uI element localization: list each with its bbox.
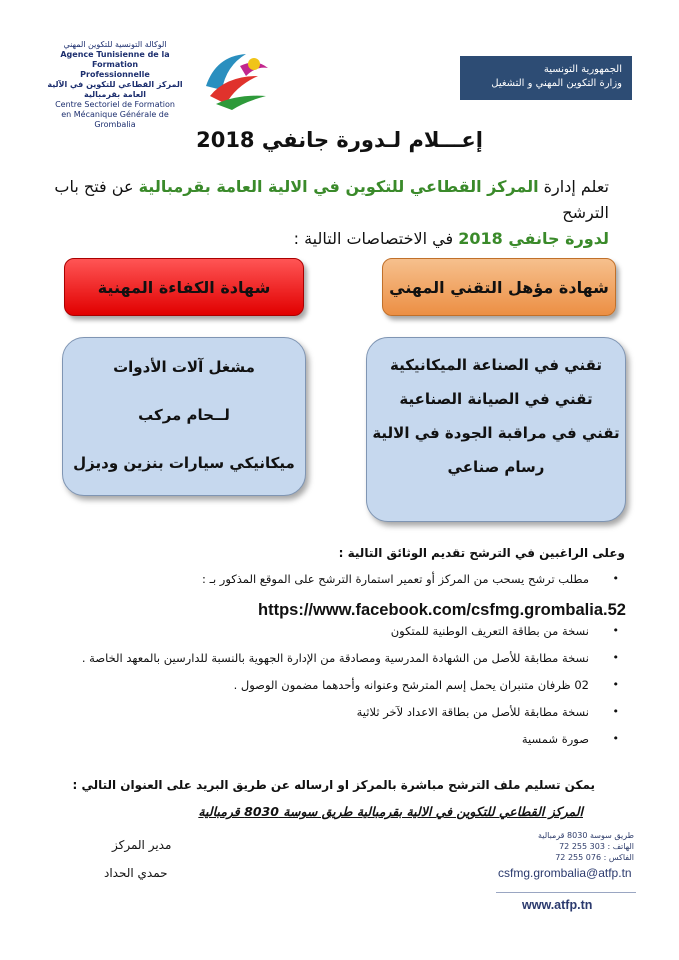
category-ctp-box xyxy=(382,258,616,316)
category-cap-box xyxy=(64,258,304,316)
agency-name-ar: الوكالة التونسية للتكوين المهني xyxy=(63,40,167,49)
bullet-icon: • xyxy=(612,678,619,691)
requirement-text: نسخة مطابقة للأصل من الشهادة المدرسية ومصادقة من الإدارة الجهوية بالنسبة للدارسين بالمعهد الخاصة . xyxy=(81,651,589,665)
list-item xyxy=(65,732,625,746)
intro-part2: عن فتح باب الترشح xyxy=(54,177,609,222)
bullet-icon: • xyxy=(612,624,619,637)
list-item xyxy=(65,572,625,586)
signature-title: مدير المركز xyxy=(112,838,172,852)
requirement-text: مطلب ترشح يسحب من المركز أو تعمير استمارة الترشح على الموقع المذكور بـ : xyxy=(202,572,589,586)
intro-paragraph xyxy=(49,174,609,252)
center-name-fr-2: en Mécanique Générale de Grombalia xyxy=(61,110,169,129)
bullet-icon: • xyxy=(612,705,619,718)
agency-logo-text xyxy=(40,40,190,130)
requirement-text: نسخة مطابقة للأصل من بطاقة الاعداد لآخر ثلاثية xyxy=(356,705,589,719)
list-item xyxy=(65,624,625,638)
page-title: إعـــلام لـدورة جانفي 2018 xyxy=(196,128,483,152)
contact-phone: الهاتف : 303 255 72 xyxy=(559,842,634,851)
category-ctp-label: شهادة مؤهل التقني المهني xyxy=(389,277,609,297)
republic-label: الجمهورية التونسية xyxy=(543,64,622,75)
website-link[interactable]: www.atfp.tn xyxy=(522,898,593,912)
agency-name-fr-1: Agence Tunisienne de la Formation xyxy=(60,50,170,69)
specialty-cap-item: لــحام مركب xyxy=(138,406,230,424)
contact-fax: الفاكس : 076 255 72 xyxy=(555,853,634,862)
specialties-cap-box xyxy=(62,337,306,496)
bullet-icon: • xyxy=(612,572,619,585)
ministry-label: وزارة التكوين المهني و التشغيل xyxy=(491,78,622,89)
list-item xyxy=(65,678,625,692)
requirement-text: 02 ظرفان متنبران يحمل إسم المترشح وعنوانه وأحدهما مضمون الوصول . xyxy=(233,678,589,692)
footer-divider xyxy=(496,892,636,893)
atfp-logo-icon xyxy=(196,46,276,112)
requirement-text: صورة شمسية xyxy=(521,732,589,746)
delivery-note: يمكن تسليم ملف الترشح مباشرة بالمركز او ارساله عن طريق البريد على العنوان التالي : xyxy=(72,778,595,792)
postal-address: المركز القطاعي للتكوين في الالية بقرمبالية طريق سوسة 8030 قرمبالية xyxy=(198,804,583,819)
list-item xyxy=(65,705,625,719)
intro-part1: تعلم إدارة xyxy=(538,177,609,196)
specialty-cap-item: ميكانيكي سيارات بنزين وديزل xyxy=(73,454,295,472)
specialty-ctp-item: رسام صناعي xyxy=(447,458,545,476)
ministry-header-band xyxy=(460,56,632,100)
contact-street: طريق سوسة 8030 قرمبالية xyxy=(537,831,634,840)
intro-part3: في الاختصاصات التالية : xyxy=(293,229,459,248)
specialty-ctp-item: تقني في الصيانة الصناعية xyxy=(399,390,593,408)
contact-block xyxy=(494,830,634,863)
intro-center-name: المركز القطاعي للتكوين في الالية العامة بقرمبالية xyxy=(138,177,539,196)
intro-session: لدورة جانفي 2018 xyxy=(458,229,609,248)
center-name-fr-1: Centre Sectoriel de Formation xyxy=(55,100,175,109)
list-item xyxy=(65,651,625,665)
specialty-ctp-item: تقني في الصناعة الميكانيكية xyxy=(389,356,603,374)
facebook-link[interactable]: https://www.facebook.com/csfmg.grombalia.52 xyxy=(258,601,626,619)
center-name-ar: المركز القطاعي للتكوين في الآلية العامة بقرمبالية xyxy=(47,80,183,99)
specialties-ctp-box xyxy=(366,337,626,522)
specialty-cap-item: مشغل آلات الأدوات xyxy=(113,358,255,376)
requirements-list xyxy=(65,566,625,746)
signature-name: حمدي الحداد xyxy=(104,866,168,880)
specialty-ctp-item: تقني في مراقبة الجودة في الالية xyxy=(372,424,620,442)
requirements-heading: وعلى الراغبين في الترشح تقديم الوثائق التالية : xyxy=(338,546,625,560)
bullet-icon: • xyxy=(612,732,619,745)
contact-email-link[interactable]: csfmg.grombalia@atfp.tn xyxy=(498,866,632,880)
bullet-icon: • xyxy=(612,651,619,664)
agency-name-fr-2: Professionnelle xyxy=(80,70,150,79)
category-cap-label: شهادة الكفاءة المهنية xyxy=(97,277,271,297)
requirement-text: نسخة من بطاقة التعريف الوطنية للمتكون xyxy=(390,624,589,638)
